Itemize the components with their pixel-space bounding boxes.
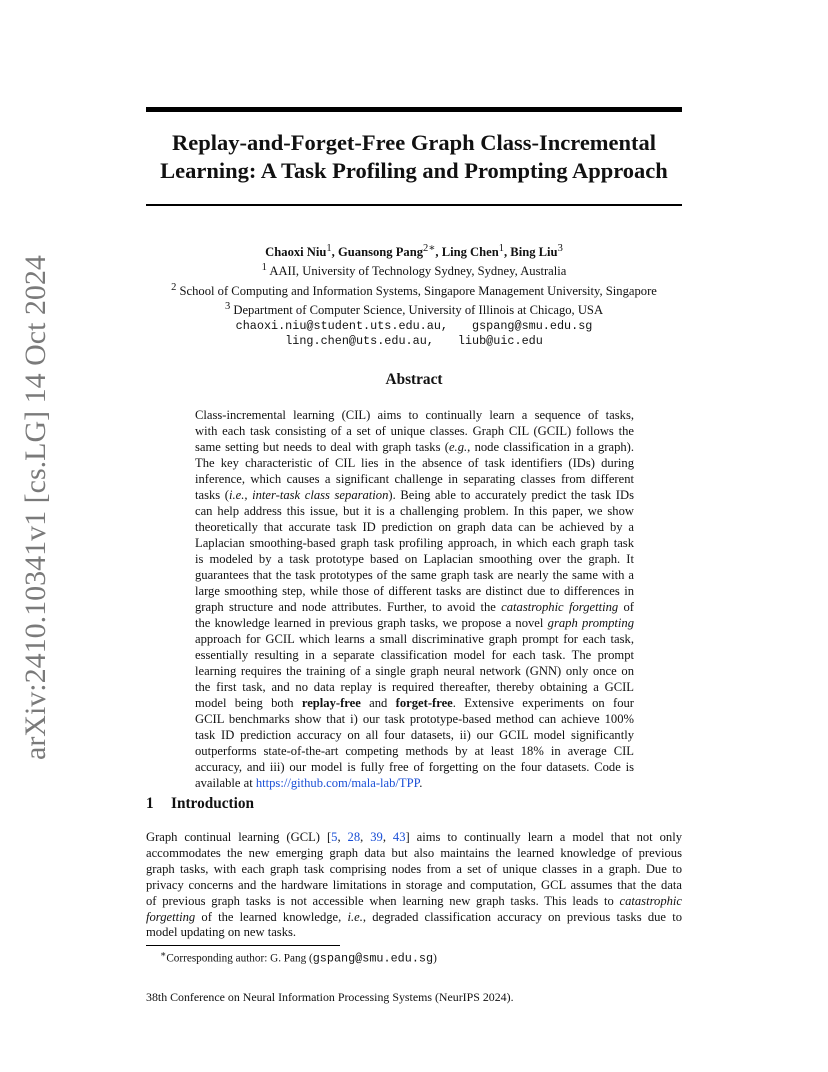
authors-block bbox=[146, 241, 682, 350]
email[interactable]: gspang@smu.edu.sg bbox=[472, 318, 593, 333]
abstract-line: large smoothing step, while those of different tasks are distinct due to differences in bbox=[195, 584, 634, 598]
footnote-mark: ∗ bbox=[160, 950, 167, 960]
abstract-line: Laplacian smoothing-based graph task profiling approach, in which each graph task bbox=[195, 536, 634, 550]
conference-note: 38th Conference on Neural Information Processing Systems (NeurIPS 2024). bbox=[146, 990, 514, 1004]
author-sup: 2∗ bbox=[423, 243, 436, 254]
abstract-line: essentially resulting in a separate classification model for each task. The prompt bbox=[195, 648, 634, 662]
title-line-2: Learning: A Task Profiling and Prompting Approach bbox=[160, 158, 668, 183]
author-name: Ling Chen bbox=[441, 245, 499, 260]
title-bottom-rule bbox=[146, 204, 682, 206]
abstract-line: is modeled by a task prototype based on Laplacian smoothing over the graph. It bbox=[195, 552, 634, 566]
intro-line: Graph continual learning (GCL) [5, 28, 39, 43] aims to continually learn a model that not only bbox=[146, 830, 683, 844]
citation-link[interactable]: 43 bbox=[392, 830, 406, 844]
section-number: 1 bbox=[146, 795, 154, 812]
title-line-1: Replay-and-Forget-Free Graph Class-Incremental bbox=[171, 130, 657, 155]
abstract-line: learning requires the training of a single graph neural network (GNN) only once on bbox=[195, 664, 634, 678]
abstract-line: graph structure and node attributes. Further, to avoid the catastrophic forgetting of bbox=[195, 600, 634, 614]
email-line bbox=[146, 334, 682, 349]
affiliation-sup: 1 bbox=[261, 262, 267, 274]
abstract-line: accuracy, and iii) our model is fully free of forgetting on the four datasets. Code is bbox=[195, 760, 634, 774]
citation-link[interactable]: 39 bbox=[370, 830, 383, 844]
introduction-text bbox=[146, 830, 682, 941]
intro-line: forgetting of the learned knowledge, i.e., degraded classification accuracy on previous tasks due to bbox=[146, 909, 682, 924]
abstract-line: with each task consisting of a set of unique classes. Graph CIL (GCIL) follows the bbox=[195, 424, 634, 438]
affiliation-text: School of Computing and Information Systems, Singapore Management University, Singapore bbox=[179, 284, 657, 299]
intro-line: model updating on new tasks. bbox=[146, 925, 297, 940]
author-name: Guansong Pang bbox=[337, 245, 424, 260]
affiliation bbox=[146, 260, 682, 279]
email[interactable]: chaoxi.niu@student.uts.edu.au, bbox=[235, 318, 449, 333]
abstract-line: task ID prediction accuracy on all four datasets, ii) our GCIL model significantly bbox=[195, 728, 634, 742]
affiliation-sup: 3 bbox=[224, 301, 231, 313]
email[interactable]: liub@uic.edu bbox=[457, 334, 543, 349]
arxiv-identifier: arXiv:2410.10341v1 [cs.LG] 14 Oct 2024 bbox=[19, 255, 52, 760]
abstract-line: the knowledge learned in previous graph tasks, we propose a novel graph prompting bbox=[195, 616, 634, 630]
affiliation-text: AAII, University of Technology Sydney, Sydney, Australia bbox=[269, 264, 567, 279]
author-list: Chaoxi Niu$^1$, Guansong Pang$^{2∗}$, Ling Chen$^1$, Bing Liu$^3$ bbox=[265, 243, 563, 260]
affiliation bbox=[146, 280, 682, 299]
footnote-rule bbox=[146, 945, 340, 946]
abstract-line: outperforms state-of-the-art competing methods by at least 18% in average CIL bbox=[195, 744, 634, 758]
intro-line: privacy concerns and the hardware limitations in storage and computation, GCL assumes that the data bbox=[146, 877, 682, 892]
email-line bbox=[146, 319, 682, 334]
abstract-line: guarantees that the task prototypes of the same graph task are nearly the same with a bbox=[195, 568, 634, 582]
abstract-line: Class-incremental learning (CIL) aims to continually learn a sequence of tasks, bbox=[195, 408, 634, 422]
abstract-line: theoretically that accurate task ID prediction on graph data can be achieved by a bbox=[195, 520, 634, 534]
abstract-line: inference, which causes a significant challenge in separating classes from different bbox=[195, 472, 634, 486]
title-top-rule bbox=[146, 107, 682, 112]
intro-line: accommodates the new emerging graph data but also maintains the learned knowledge of previous bbox=[146, 845, 682, 860]
footnote-email[interactable]: gspang@smu.edu.sg bbox=[312, 951, 434, 966]
intro-line: of previous graph tasks is not accessible when learning new graph tasks. This leads to catastrophic bbox=[146, 893, 682, 908]
abstract-line: approach for GCIL which learns a small discriminative graph prompt for each task, bbox=[195, 632, 634, 646]
code-link[interactable]: https://github.com/mala-lab/TPP bbox=[255, 776, 420, 790]
abstract-line: GCIL benchmarks show that i) our task prototype-based method can achieve 100% bbox=[195, 712, 634, 726]
abstract-line: model being both replay-free and forget-free. Extensive experiments on four bbox=[195, 696, 634, 710]
affiliation-sup: 2 bbox=[171, 281, 177, 293]
abstract-line: The key characteristic of CIL lies in the absence of task identifiers (IDs) during bbox=[195, 456, 634, 470]
abstract-line: the first task, and no data replay is required thereafter, thereby obtaining a GCIL bbox=[195, 680, 634, 694]
author-sup: 1 bbox=[326, 243, 332, 254]
author-sup: 1 bbox=[498, 243, 504, 254]
intro-line: graph tasks, with each graph task comprising nodes from a set of unique classes in a graph. Due to bbox=[146, 861, 682, 876]
paper-title bbox=[146, 129, 682, 185]
footnote: ∗Corresponding author: G. Pang (gspang@smu.edu.sg) bbox=[160, 950, 437, 966]
author-name: Bing Liu bbox=[510, 245, 558, 260]
citation-link[interactable]: 28 bbox=[347, 830, 361, 844]
affiliation-text: Department of Computer Science, University of Illinois at Chicago, USA bbox=[233, 303, 604, 318]
abstract-heading: Abstract bbox=[385, 371, 443, 388]
citation-link[interactable]: 5 bbox=[331, 830, 338, 844]
abstract-line: same setting but needs to deal with graph tasks (e.g., node classification in a graph). bbox=[195, 440, 635, 454]
section-title: Introduction bbox=[171, 795, 255, 812]
email[interactable]: ling.chen@uts.edu.au, bbox=[285, 334, 434, 349]
abstract-line: available at https://github.com/mala-lab/TPP. bbox=[195, 776, 423, 790]
author-sup: 3 bbox=[557, 243, 563, 254]
abstract-line: can help address this issue, but it is a challenging problem. In this paper, we show bbox=[195, 504, 634, 518]
affiliation bbox=[146, 299, 682, 318]
abstract-line: tasks (i.e., inter-task class separation). Being able to accurately predict the task IDs bbox=[195, 488, 634, 502]
author-name: Chaoxi Niu bbox=[265, 245, 327, 260]
section-heading-introduction bbox=[146, 795, 254, 813]
abstract-text bbox=[195, 407, 634, 791]
